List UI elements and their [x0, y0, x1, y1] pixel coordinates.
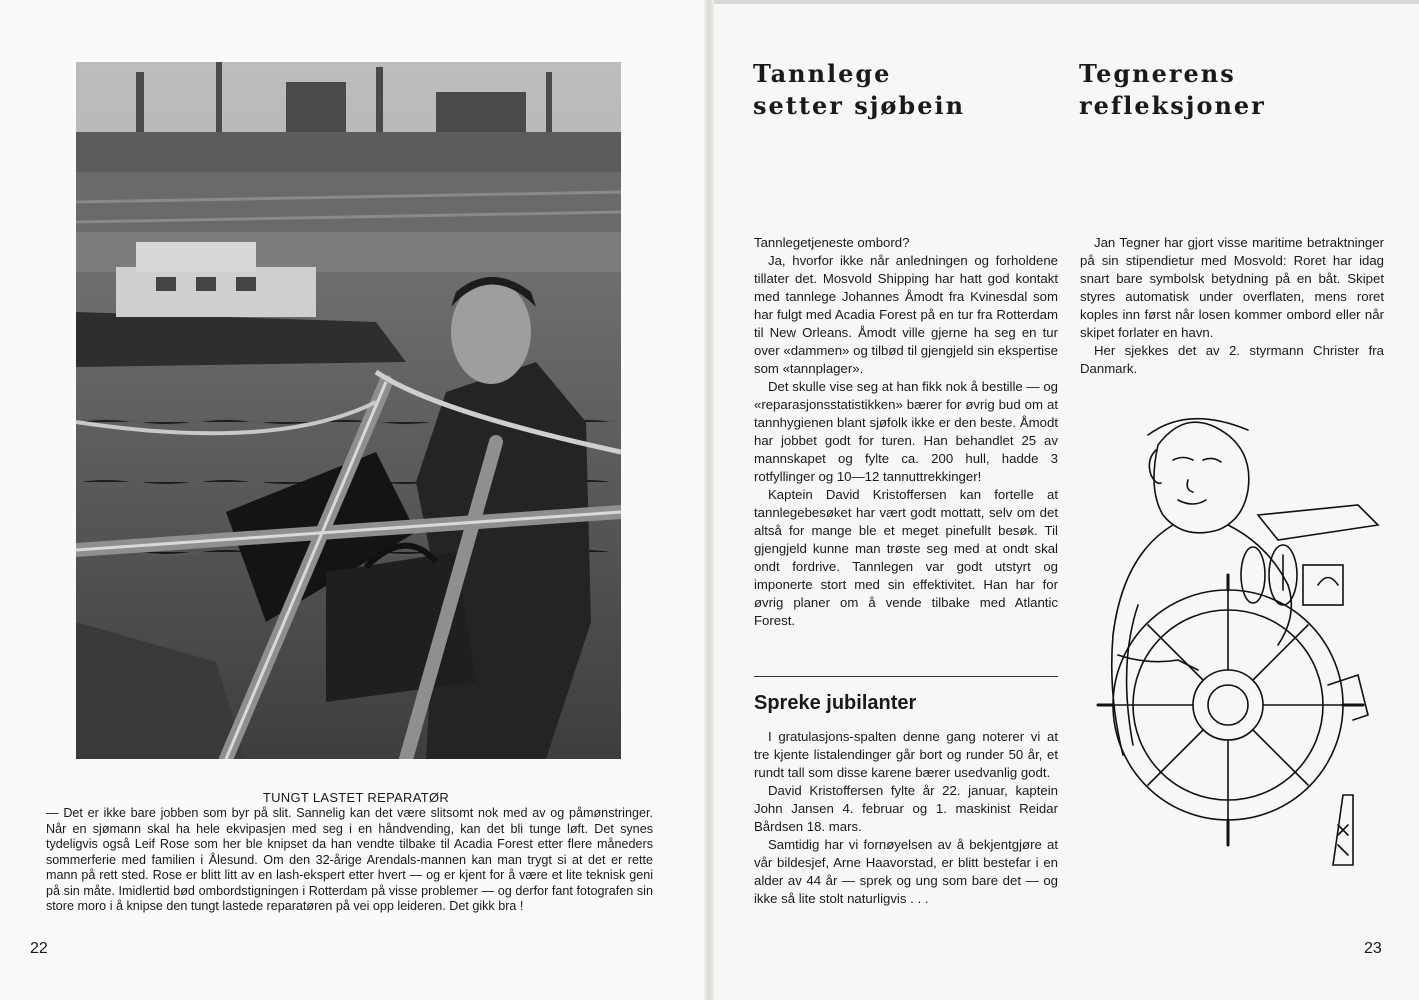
article-title-jubilanter: Spreke jubilanter	[754, 692, 917, 714]
left-page	[0, 0, 709, 1000]
paragraph: Samtidig har vi fornøyelsen av å bekjentgjøre at vår bildesjef, Arne Haavorstad, er blitt bestefar i en alder av 44 år — sprek og ung som bare det — og ikke så lite stolt naturligvis . . .	[754, 837, 1058, 906]
article-tannlege-body	[754, 234, 1058, 630]
title-line: Tegnerens	[1079, 59, 1236, 88]
paragraph: Ja, hvorfor ikke når anledningen og forholdene tillater det. Mosvold Shipping har hatt god kontakt med tannlege Johannes Åmodt fra Kvinesdal som har fulgt med Acadia Forest på en tur fra Rotterdam til New Orleans. Åmodt ville gjerne ha seg en tur over «dammen» og tilbød til gjengjeld sin ekspertise som «tannplager».	[754, 253, 1058, 376]
paragraph: Kaptein David Kristoffersen kan fortelle at tannlegebesøket har vært godt mottatt, selv om det altså for mange ble et meget pinefullt besøk. Til gjengjeld kunne man trøste seg med at ondt skal ondt fordrive. Tannlegen var godt utstyrt og imponerte stort med sin effektivitet. Han har for øvrig planer om å vende tilbake med Atlantic Forest.	[754, 487, 1058, 628]
sailor-at-wheel-illustration	[1078, 405, 1388, 895]
section-divider	[754, 676, 1058, 677]
paragraph: Jan Tegner har gjort visse maritime betraktninger på sin stipendietur med Mosvold: Roret har idag snart bare symbolsk betydning på en båt. Skipet styres automatisk under overflaten, mens roret koples inn først når losen kommer ombord eller når skipet forlater en havn.	[1080, 235, 1384, 340]
title-line: Tannlege	[753, 59, 892, 88]
page-number-left: 22	[30, 940, 48, 957]
photo-caption-body: — Det er ikke bare jobben som byr på slit. Sannelig kan det være slitsomt nok med av og påmønstringer. Når en sjømann skal ha hele ekvipasjen med seg i en håndvending, kan det bli tunge løft. Det synes tydeligvis også Leif Rose som her ble knipset da han vendte tilbake til Acadia Forest etter flere måneders sommerferie med familien i Ålesund. Om den 32-årige Arendals-mannen kan man trygt si at det er rette mann på rett sted. Rose er blitt litt av en lash-ekspert etter hvert — og er kjent for å være et lite teknisk geni på sin måte. Imidlertid bød ombordstigningen i Rotterdam på visse problemer — og derfor fant fotografen sin store moro i å knipse den tungt lastede reparatøren på vei opp leideren. Det gikk bra !	[46, 806, 653, 913]
paragraph: David Kristoffersen fylte år 22. januar, kaptein John Jansen 4. februar og 1. maskinist Reidar Bårdsen 18. mars.	[754, 783, 1058, 834]
title-line: setter sjøbein	[753, 91, 966, 120]
article-tegnerens-body	[1080, 234, 1384, 378]
paragraph: Her sjekkes det av 2. styrmann Christer fra Danmark.	[1080, 343, 1384, 376]
spine-gutter	[704, 0, 714, 1000]
article-title-tegnerens	[1079, 58, 1266, 122]
article-title-tannlege	[753, 58, 965, 122]
page-number-right: 23	[1364, 940, 1382, 957]
photo-caption-title: TUNGT LASTET REPARATØR	[262, 790, 450, 805]
paragraph: Tannlegetjeneste ombord?	[754, 235, 910, 250]
paragraph: I gratulasjons-spalten denne gang noterer vi at tre kjente listalendinger går bort og runder 50 år, et rundt tall som disse karene bærer usedvanlig godt.	[754, 729, 1058, 780]
article-jubilanter-body	[754, 728, 1058, 908]
title-line: refleksjoner	[1079, 91, 1266, 120]
paragraph: Det skulle vise seg at han fikk nok å bestille — og «reparasjonsstatistikken» bærer for øvrig bud om at tannhygienen blant sjøfolk ikke er den beste. Åmodt har jobbet godt for turen. Han behandlet 25 av mannskapet og fylte ca. 200 hull, hadde 3 rotfyllinger og 10—12 tannuttrekkinger!	[754, 379, 1058, 484]
harbour-photo	[76, 62, 621, 759]
